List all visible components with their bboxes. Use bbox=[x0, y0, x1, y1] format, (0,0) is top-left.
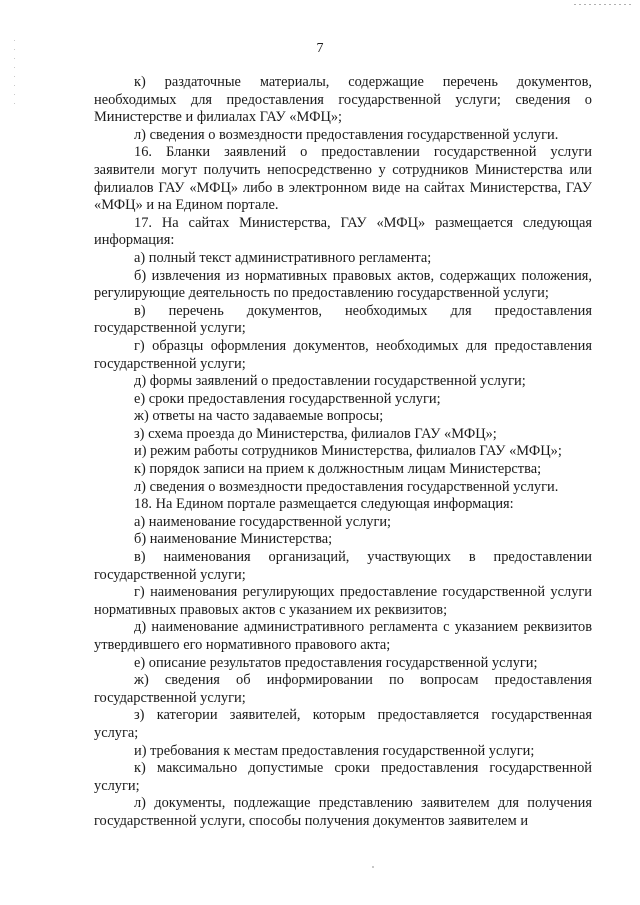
list-item-17d: д) формы заявлений о предоставлении государственной услуги; bbox=[134, 373, 526, 390]
list-item-17zh: ж) ответы на часто задаваемые вопросы; bbox=[134, 408, 384, 425]
list-item-18zh: ж) сведения об информировании по вопросам предоставления государственной услуги; bbox=[94, 672, 592, 706]
list-item-18l: л) документы, подлежащие представлению заявителем для получения государственной услуги, способы получения документов заявителем и bbox=[94, 795, 592, 829]
list-item-18e: е) описание результатов предоставления государственной услуги; bbox=[134, 654, 538, 671]
list-item-17v: в) перечень документов, необходимых для предоставления государственной услуги; bbox=[94, 302, 592, 337]
list-item-17i: и) режим работы сотрудников Министерства, филиалов ГАУ «МФЦ»; bbox=[134, 443, 562, 460]
list-item-18k: к) максимально допустимые сроки предоставления государственной услуги; bbox=[94, 760, 592, 794]
scan-artifact-dot bbox=[372, 866, 374, 868]
list-item-18z: з) категории заявителей, которым предоставляется государственная услуга; bbox=[94, 707, 592, 741]
page-number: 7 bbox=[316, 41, 324, 56]
list-item-18g: г) наименования регулирующих предоставление государственной услуги нормативных правовых актов с указанием их реквизитов; bbox=[94, 584, 592, 618]
list-item-17k: к) порядок записи на прием к должностным лицам Министерства; bbox=[134, 461, 542, 478]
paragraph-item-l-fee-info: л) сведения о возмездности предоставления государственной услуги. bbox=[134, 126, 559, 143]
list-item-17l: л) сведения о возмездности предоставления государственной услуги. bbox=[134, 478, 559, 495]
document-body bbox=[94, 74, 592, 831]
paragraph-item-k-handouts: к) раздаточные материалы, содержащие перечень документов, необходимых для предоставления государственной услуги; сведения о Министерстве и филиалах ГАУ «МФЦ»; bbox=[94, 74, 592, 126]
list-item-17b: б) извлечения из нормативных правовых актов, содержащих положения, регулирующие деятельность по предоставлению государственной услуги; bbox=[94, 267, 592, 302]
list-item-17z: з) схема проезда до Министерства, филиалов ГАУ «МФЦ»; bbox=[134, 425, 497, 442]
paragraph-16-application-forms: 16. Бланки заявлений о предоставлении государственной услуги заявители могут получить непосредственно у сотрудников Министерства или филиалов ГАУ «МФЦ» либо в электронном виде на сайтах Министерства, ГАУ «МФЦ» и на Едином портале. bbox=[94, 144, 592, 214]
list-item-18a: а) наименование государственной услуги; bbox=[134, 513, 392, 530]
list-item-17a: а) полный текст административного регламента; bbox=[134, 249, 432, 266]
scan-artifact-top-right bbox=[574, 4, 634, 5]
list-item-18d: д) наименование административного регламента с указанием реквизитов утвердившего его нормативного правового акта; bbox=[94, 619, 592, 653]
list-item-18i: и) требования к местам предоставления государственной услуги; bbox=[134, 742, 535, 759]
list-item-17g: г) образцы оформления документов, необходимых для предоставления государственной услуги; bbox=[94, 337, 592, 372]
list-item-18b: б) наименование Министерства; bbox=[134, 531, 333, 548]
list-item-18v: в) наименования организаций, участвующих в предоставлении государственной услуги; bbox=[94, 549, 592, 583]
paragraph-18-portal-info: 18. На Едином портале размещается следующая информация: bbox=[134, 496, 514, 513]
paragraph-17-website-info: 17. На сайтах Министерства, ГАУ «МФЦ» размещается следующая информация: bbox=[94, 214, 592, 249]
list-item-17e: е) сроки предоставления государственной услуги; bbox=[134, 390, 441, 407]
